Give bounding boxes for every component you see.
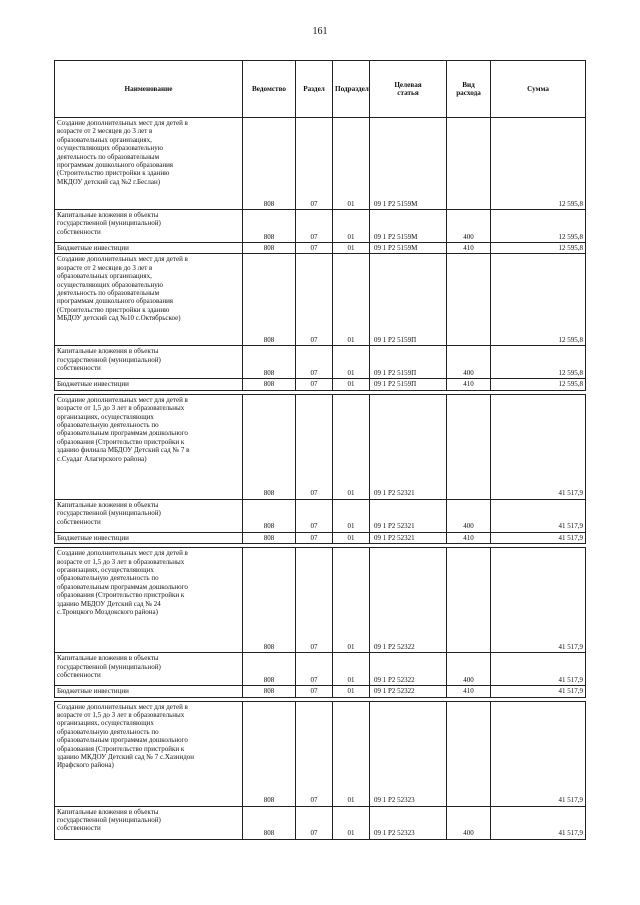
cell-dept: 808 xyxy=(243,499,296,532)
cell-subsection: 01 xyxy=(333,379,370,390)
cell-name: Капитальные вложения в объекты государственной (муниципальной) собственности xyxy=(55,346,243,379)
cell-section: 07 xyxy=(296,499,333,532)
table-row xyxy=(55,379,586,390)
page-number: 161 xyxy=(312,26,328,37)
cell-target: 09 1 P2 5159П xyxy=(370,346,447,379)
cell-section: 07 xyxy=(296,118,333,210)
header-name: Наименование xyxy=(55,61,243,118)
cell-section: 07 xyxy=(296,254,333,346)
cell-sum: 41 517,9 xyxy=(491,548,586,653)
header-type: Вид расхода xyxy=(447,61,491,118)
cell-section: 07 xyxy=(296,686,333,697)
cell-target: 09 1 P2 52322 xyxy=(370,548,447,653)
table-row xyxy=(55,499,586,532)
cell-type xyxy=(447,394,491,499)
cell-name: Капитальные вложения в объекты государственной (муниципальной) собственности xyxy=(55,653,243,686)
cell-dept: 808 xyxy=(243,379,296,390)
cell-name: Бюджетные инвестиции xyxy=(55,379,243,390)
cell-type: 400 xyxy=(447,499,491,532)
cell-subsection: 01 xyxy=(333,686,370,697)
cell-section: 07 xyxy=(296,806,333,839)
cell-sum: 12 595,8 xyxy=(491,346,586,379)
cell-target: 09 1 P2 52322 xyxy=(370,686,447,697)
cell-subsection: 01 xyxy=(333,243,370,254)
cell-subsection: 01 xyxy=(333,499,370,532)
cell-dept: 808 xyxy=(243,701,296,806)
cell-subsection: 01 xyxy=(333,394,370,499)
cell-sum: 41 517,9 xyxy=(491,532,586,543)
cell-sum: 41 517,9 xyxy=(491,701,586,806)
table-header-row xyxy=(55,61,586,118)
cell-sum: 12 595,8 xyxy=(491,243,586,254)
cell-name: Бюджетные инвестиции xyxy=(55,243,243,254)
table-body xyxy=(55,118,586,840)
table-row xyxy=(55,548,586,653)
cell-name: Создание дополнительных мест для детей в возрасте от 1,5 до 3 лет в образовательных организациях, осуществляющих образовательную деятельность по образовательным программам дошкольного образования (Строительство пристройки к зданию МБДОУ Детский сад № 24 с.Троицкого Моздокского района) xyxy=(55,548,243,653)
cell-name: Создание дополнительных мест для детей в возрасте от 1,5 до 3 лет в образовательных организациях, осуществляющих образовательную деятельность по образовательным программам дошкольного образования (Строительство пристройки к зданию МКДОУ Детский сад № 7 с.Хазнидон Ирафского района) xyxy=(55,701,243,806)
table-row xyxy=(55,210,586,243)
cell-section: 07 xyxy=(296,653,333,686)
cell-sum: 12 595,8 xyxy=(491,118,586,210)
header-dept: Ведомство xyxy=(243,61,296,118)
cell-section: 07 xyxy=(296,379,333,390)
table-row xyxy=(55,394,586,499)
cell-name: Капитальные вложения в объекты государственной (муниципальной) собственности xyxy=(55,806,243,839)
cell-dept: 808 xyxy=(243,243,296,254)
table-row xyxy=(55,118,586,210)
cell-name: Бюджетные инвестиции xyxy=(55,686,243,697)
header-sum: Сумма xyxy=(491,61,586,118)
cell-subsection: 01 xyxy=(333,532,370,543)
cell-target: 09 1 P2 5159M xyxy=(370,210,447,243)
cell-sum: 41 517,9 xyxy=(491,394,586,499)
cell-dept: 808 xyxy=(243,118,296,210)
header-target: Целевая статья xyxy=(370,61,447,118)
cell-section: 07 xyxy=(296,394,333,499)
cell-section: 07 xyxy=(296,346,333,379)
cell-dept: 808 xyxy=(243,653,296,686)
cell-sum: 41 517,9 xyxy=(491,806,586,839)
cell-sum: 41 517,9 xyxy=(491,653,586,686)
cell-subsection: 01 xyxy=(333,118,370,210)
header-subsection: Подраздел xyxy=(333,61,370,118)
cell-name: Капитальные вложения в объекты государственной (муниципальной) собственности xyxy=(55,210,243,243)
cell-section: 07 xyxy=(296,243,333,254)
cell-sum: 41 517,9 xyxy=(491,686,586,697)
cell-name: Создание дополнительных мест для детей в возрасте от 1,5 до 3 лет в образовательных организациях, осуществляющих образовательную деятельность по образовательным программам дошкольного образования (Строительство пристройки к зданию филиала МБДОУ Детский сад № 7 в с.Суадаг Алагирского района) xyxy=(55,394,243,499)
cell-type: 410 xyxy=(447,532,491,543)
cell-type: 410 xyxy=(447,243,491,254)
cell-subsection: 01 xyxy=(333,346,370,379)
cell-target: 09 1 P2 5159M xyxy=(370,243,447,254)
cell-dept: 808 xyxy=(243,210,296,243)
cell-target: 09 1 P2 52322 xyxy=(370,653,447,686)
cell-subsection: 01 xyxy=(333,701,370,806)
cell-name: Капитальные вложения в объекты государственной (муниципальной) собственности xyxy=(55,499,243,532)
table-row xyxy=(55,806,586,839)
cell-dept: 808 xyxy=(243,548,296,653)
cell-target: 09 1 P2 5159П xyxy=(370,254,447,346)
header-section: Раздел xyxy=(296,61,333,118)
cell-name: Бюджетные инвестиции xyxy=(55,532,243,543)
cell-dept: 808 xyxy=(243,686,296,697)
cell-section: 07 xyxy=(296,701,333,806)
table-row xyxy=(55,254,586,346)
cell-target: 09 1 P2 5159П xyxy=(370,379,447,390)
cell-target: 09 1 P2 52323 xyxy=(370,701,447,806)
cell-type xyxy=(447,548,491,653)
cell-type: 400 xyxy=(447,653,491,686)
cell-subsection: 01 xyxy=(333,653,370,686)
cell-dept: 808 xyxy=(243,254,296,346)
cell-type: 400 xyxy=(447,346,491,379)
table-row xyxy=(55,243,586,254)
cell-type xyxy=(447,701,491,806)
cell-subsection: 01 xyxy=(333,548,370,653)
cell-dept: 808 xyxy=(243,394,296,499)
cell-sum: 12 595,8 xyxy=(491,210,586,243)
budget-table xyxy=(54,60,586,840)
table-row xyxy=(55,532,586,543)
cell-subsection: 01 xyxy=(333,806,370,839)
cell-sum: 12 595,8 xyxy=(491,379,586,390)
cell-section: 07 xyxy=(296,210,333,243)
cell-section: 07 xyxy=(296,548,333,653)
cell-target: 09 1 P2 52323 xyxy=(370,806,447,839)
cell-type: 400 xyxy=(447,210,491,243)
cell-target: 09 1 P2 52321 xyxy=(370,394,447,499)
cell-subsection: 01 xyxy=(333,254,370,346)
table-row xyxy=(55,686,586,697)
cell-type: 410 xyxy=(447,686,491,697)
cell-name: Создание дополнительных мест для детей в возрасте от 2 месяцев до 3 лет в образовательных организациях, осуществляющих образовательную деятельность по образовательным программам дошкольного образования (Строительство пристройки к зданию МКДОУ детский сад №2 г.Беслан) xyxy=(55,118,243,210)
cell-section: 07 xyxy=(296,532,333,543)
table-row xyxy=(55,701,586,806)
cell-dept: 808 xyxy=(243,346,296,379)
table-row xyxy=(55,653,586,686)
cell-type: 410 xyxy=(447,379,491,390)
cell-type xyxy=(447,118,491,210)
cell-dept: 808 xyxy=(243,806,296,839)
cell-type xyxy=(447,254,491,346)
cell-target: 09 1 P2 52321 xyxy=(370,499,447,532)
cell-target: 09 1 P2 5159M xyxy=(370,118,447,210)
cell-dept: 808 xyxy=(243,532,296,543)
cell-name: Создание дополнительных мест для детей в возрасте от 2 месяцев до 3 лет в образовательных организациях, осуществляющих образовательную деятельность по образовательным программам дошкольного образования (Строительство пристройки к зданию МБДОУ детский сад №10 с.Октябрьское) xyxy=(55,254,243,346)
table-row xyxy=(55,346,586,379)
cell-subsection: 01 xyxy=(333,210,370,243)
cell-type: 400 xyxy=(447,806,491,839)
cell-sum: 12 595,8 xyxy=(491,254,586,346)
cell-sum: 41 517,9 xyxy=(491,499,586,532)
cell-target: 09 1 P2 52321 xyxy=(370,532,447,543)
